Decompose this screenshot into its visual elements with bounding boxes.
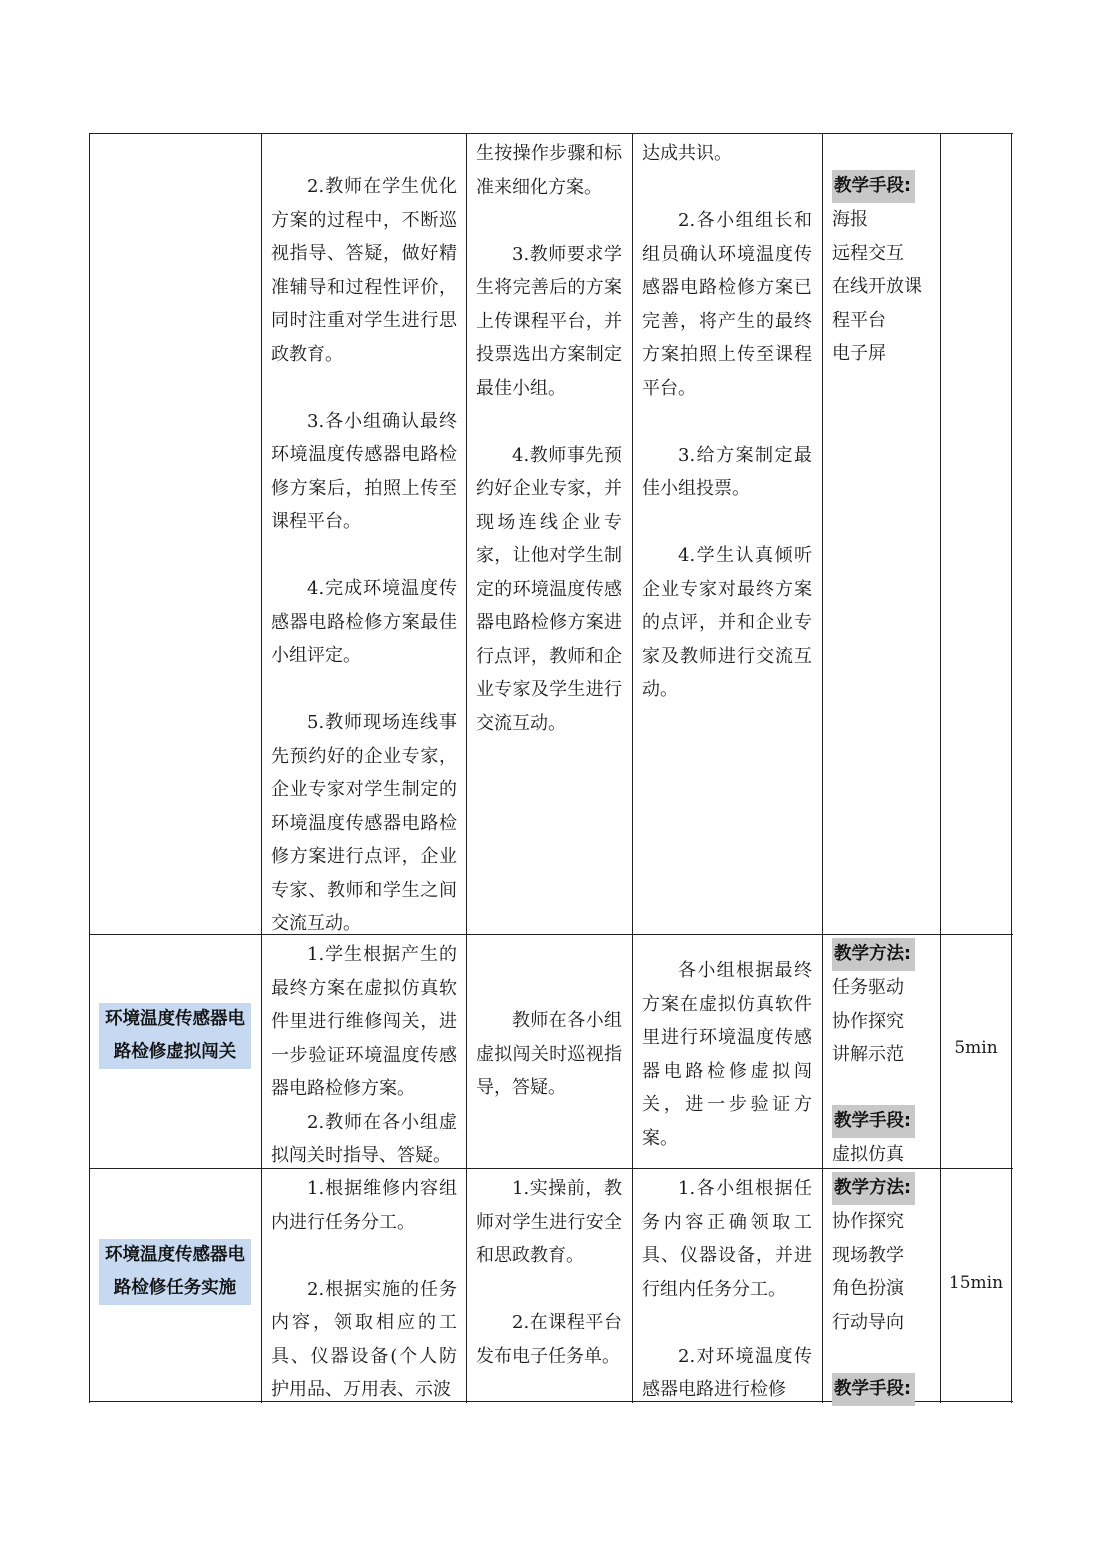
paragraph: 达成共识。 [642,143,732,164]
teaching-means-label: 教学手段: [832,1105,915,1138]
teaching-methods-label: 教学方法: [832,938,915,971]
paragraph: 2.在课程平台发布电子任务单。 [476,1312,622,1367]
row3-teacher-activity [271,1172,457,1407]
list-item: 协作探究 [832,1211,904,1232]
duration: 5min [954,1038,998,1058]
paragraph: 1.根据维修内容组内进行任务分工。 [271,1178,457,1233]
table-border-top [89,133,1013,134]
paragraph: 4.完成环境温度传感器电路检修方案最佳小组评定。 [271,578,457,666]
list-item: 远程交互 [832,242,904,264]
paragraph: 2.各小组组长和组员确认环境温度传感器电路检修方案已完善，将产生的最终方案拍照上传至课程平台。 [642,210,812,399]
row3-student-activity [642,1172,812,1407]
row1-methods [832,170,938,371]
column-divider [632,133,633,1403]
list-item: 现场教学 [832,1244,904,1266]
list-item: 讲解示范 [832,1044,904,1065]
column-divider [261,133,262,1403]
row1-col3 [476,137,622,740]
table-border-right [1011,133,1012,1403]
column-divider [822,133,823,1403]
row3-col3 [476,1172,622,1373]
row2-teacher-activity [271,938,457,1173]
column-divider [940,133,941,1403]
list-item: 在线开放课程平台 [832,276,922,331]
row3-methods [832,1172,938,1406]
teaching-methods-label: 教学方法: [832,1172,915,1205]
row2-methods [832,938,938,1172]
row-divider [89,934,1013,935]
list-item: 角色扮演 [832,1278,904,1299]
paragraph: 1.各小组根据任务内容正确领取工具、仪器设备，并进行组内任务分工。 [642,1178,812,1300]
paragraph: 3.给方案制定最佳小组投票。 [642,444,812,499]
paragraph: 各小组根据最终方案在虚拟仿真软件里进行环境温度传感器电路检修虚拟闯关，进一步验证方案。 [642,960,812,1149]
paragraph: 3.教师要求学生将完善后的方案上传课程平台，并投票选出方案制定最佳小组。 [476,243,622,399]
row2-col3 [476,1004,622,1105]
list-item: 虚拟仿真 [832,1144,904,1165]
paragraph: 3.各小组确认最终环境温度传感器电路检修方案后，拍照上传至课程平台。 [271,410,457,532]
lesson-plan-table [89,133,1013,1403]
row1-teacher-activity [271,170,457,941]
list-item: 行动导向 [832,1311,904,1333]
paragraph: 4.学生认真倾听企业专家对最终方案的点评，并和企业专家及教师进行交流互动。 [642,545,812,700]
list-item: 海报 [832,209,868,230]
paragraph: 2.教师在学生优化方案的过程中，不断巡视指导、答疑，做好精准辅导和过程性评价，同时注重对学生进行思政教育。 [271,176,457,365]
paragraph: 2.根据实施的任务内容，领取相应的工具、仪器设备(个人防护用品、万用表、示波 [271,1278,457,1400]
row1-student-activity [642,137,812,707]
paragraph: 教师在各小组虚拟闯关时巡视指导，答疑。 [476,1010,622,1098]
row2-student-activity [642,954,812,1155]
paragraph: 生按操作步骤和标准来细化方案。 [476,143,622,198]
teaching-means-label: 教学手段: [832,1373,915,1406]
table-border-left [89,133,90,1403]
list-item: 电子屏 [832,343,886,364]
paragraph: 1.实操前，教师对学生进行安全和思政教育。 [476,1178,622,1266]
list-item: 任务驱动 [832,977,904,998]
paragraph: 1.学生根据产生的最终方案在虚拟仿真软件里进行维修闯关，进一步验证环境温度传感器电路检修方案。 [271,944,457,1099]
column-divider [466,133,467,1403]
section-title: 环境温度传感器电路检修虚拟闯关 [99,1003,251,1069]
paragraph: 2.对环境温度传感器电路进行检修 [642,1345,812,1400]
paragraph: 4.教师事先预约好企业专家，并现场连线企业专家，让他对学生制定的环境温度传感器电路检修方案进行点评，教师和企业专家及学生进行交流互动。 [476,444,622,734]
list-item: 协作探究 [832,1010,904,1032]
duration: 15min [948,1273,1004,1293]
teaching-means-label: 教学手段: [832,170,915,203]
paragraph: 5.教师现场连线事先预约好的企业专家，企业专家对学生制定的环境温度传感器电路检修方案进行点评，企业专家、教师和学生之间交流互动。 [271,712,457,934]
section-title: 环境温度传感器电路检修任务实施 [99,1239,251,1305]
paragraph: 2.教师在各小组虚拟闯关时指导、答疑。 [271,1111,457,1166]
